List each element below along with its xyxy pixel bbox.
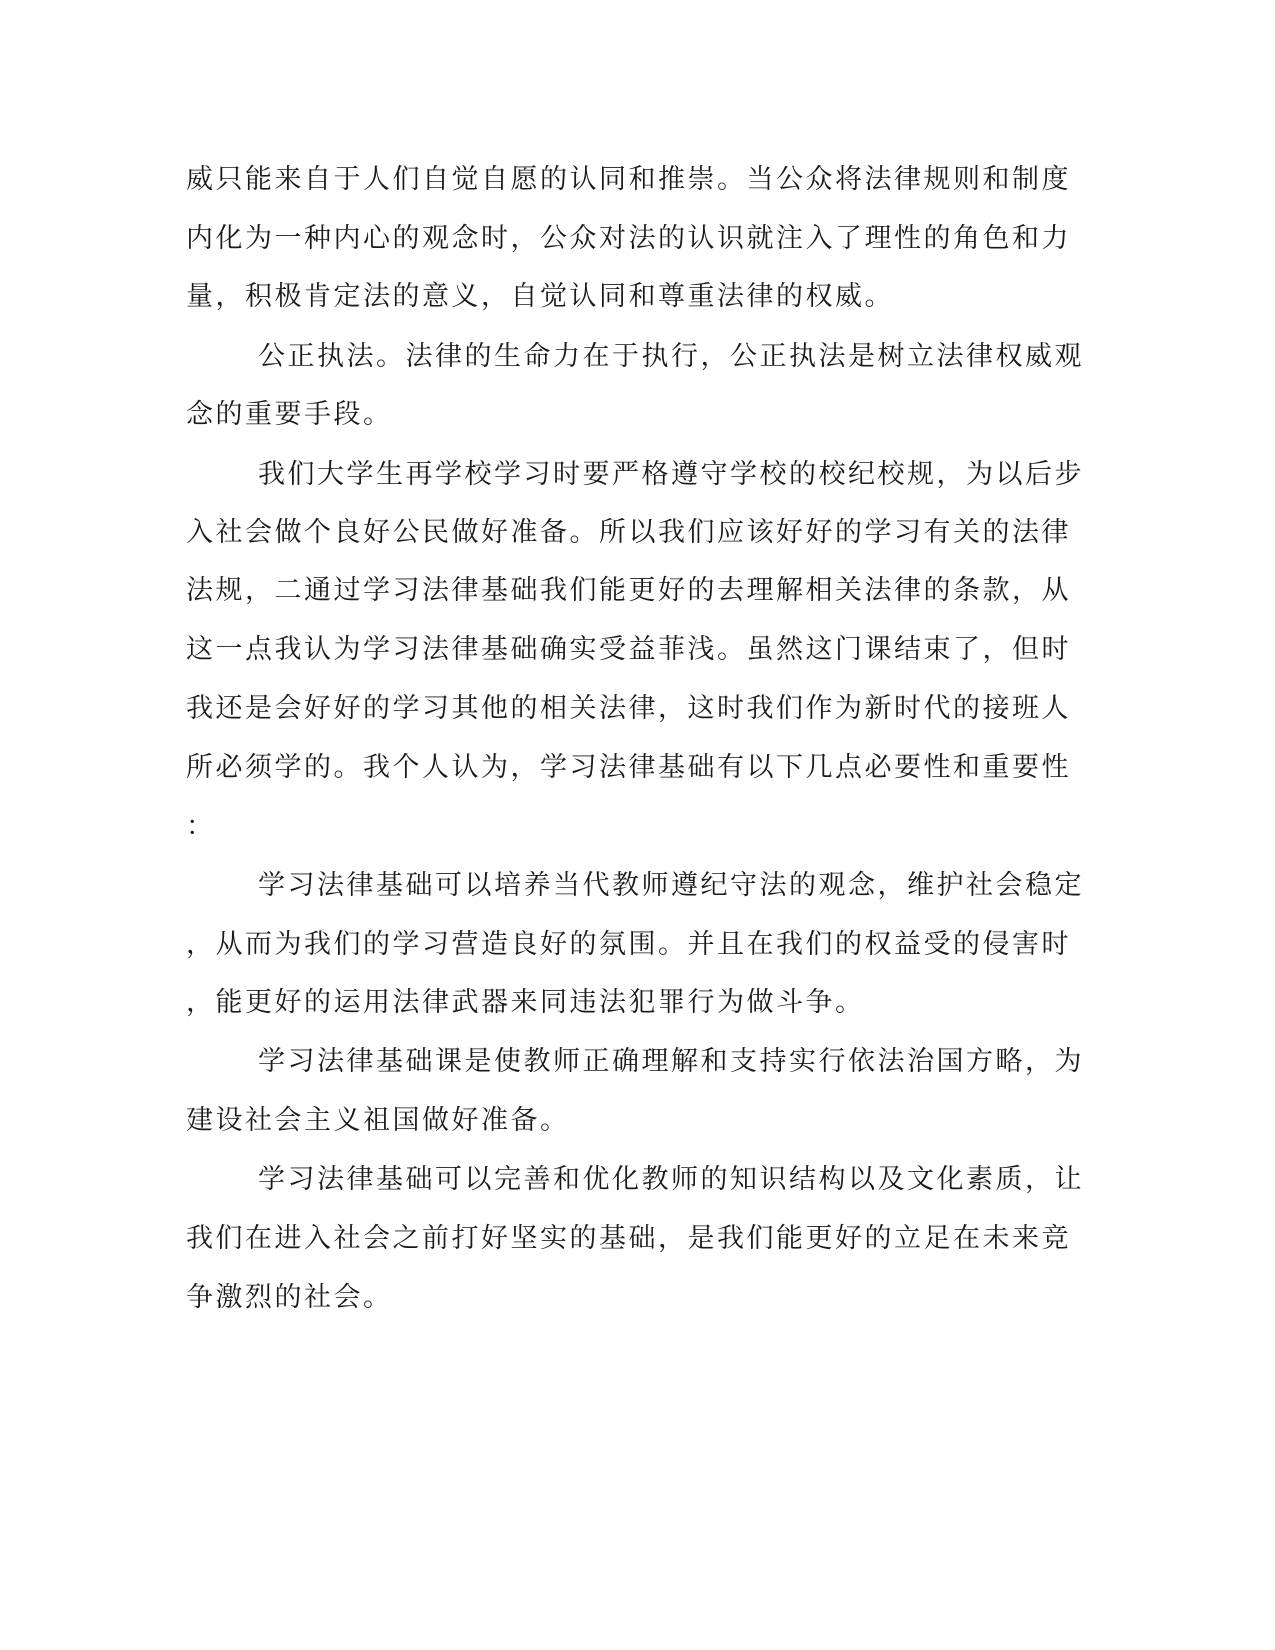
text-line: 学习法律基础可以完善和优化教师的知识结构以及文化素质，让 xyxy=(258,1164,1084,1195)
text-line: 念的重要手段。 xyxy=(186,399,393,430)
text-line: 我们在进入社会之前打好坚实的基础，是我们能更好的立足在未来竞 xyxy=(186,1223,1071,1254)
text-line: 威只能来自于人们自觉自愿的认同和推崇。当公众将法律规则和制度 xyxy=(186,164,1071,195)
text-line: 争激烈的社会。 xyxy=(186,1282,393,1313)
text-line: ，从而为我们的学习营造良好的氛围。并且在我们的权益受的侵害时 xyxy=(186,929,1071,960)
text-line: 内化为一种内心的观念时，公众对法的认识就注入了理性的角色和力 xyxy=(186,223,1071,254)
text-line: 学习法律基础课是使教师正确理解和支持实行依法治国方略，为 xyxy=(258,1046,1084,1077)
text-line: 我还是会好好的学习其他的相关法律，这时我们作为新时代的接班人 xyxy=(186,693,1071,724)
text-line: ，能更好的运用法律武器来同违法犯罪行为做斗争。 xyxy=(186,987,865,1018)
text-line: 入社会做个良好公民做好准备。所以我们应该好好的学习有关的法律 xyxy=(186,517,1071,548)
text-line: 量，积极肯定法的意义，自觉认同和尊重法律的权威。 xyxy=(186,281,894,312)
text-line: 法规，二通过学习法律基础我们能更好的去理解相关法律的条款，从 xyxy=(186,575,1071,606)
text-line: 这一点我认为学习法律基础确实受益菲浅。虽然这门课结束了，但时 xyxy=(186,634,1071,665)
text-line: 学习法律基础可以培养当代教师遵纪守法的观念，维护社会稳定 xyxy=(258,870,1084,901)
text-line: 我们大学生再学校学习时要严格遵守学校的校纪校规，为以后步 xyxy=(258,459,1084,490)
text-line: ： xyxy=(186,811,216,842)
text-line: 所必须学的。我个人认为，学习法律基础有以下几点必要性和重要性 xyxy=(186,752,1071,783)
text-line: 建设社会主义祖国做好准备。 xyxy=(186,1105,570,1136)
text-line: 公正执法。法律的生命力在于执行，公正执法是树立法律权威观 xyxy=(258,341,1084,372)
